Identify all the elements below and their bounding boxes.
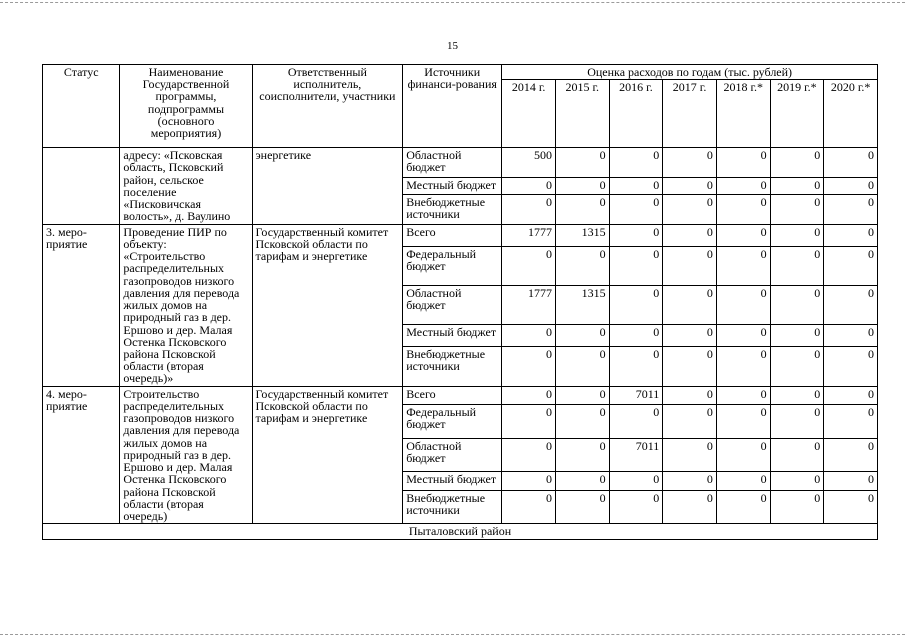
value-cell: 0	[555, 405, 609, 438]
value-cell: 0	[770, 325, 824, 347]
header-costs: Оценка расходов по годам (тыс. рублей)	[502, 65, 878, 80]
value-cell: 0	[770, 224, 824, 246]
value-cell: 0	[824, 438, 878, 471]
value-cell: 0	[770, 246, 824, 285]
value-cell: 0	[555, 347, 609, 386]
executor-cell: Государственный комитет Псковской области по тарифам и энергетике	[252, 224, 403, 386]
header-year: 2017 г.	[663, 80, 717, 148]
value-cell: 7011	[609, 438, 663, 471]
value-cell: 0	[609, 148, 663, 178]
value-cell: 7011	[609, 386, 663, 405]
value-cell: 0	[609, 194, 663, 224]
header-year: 2020 г.*	[824, 80, 878, 148]
funding-source-cell: Всего	[403, 386, 502, 405]
value-cell: 0	[609, 285, 663, 324]
header-year: 2016 г.	[609, 80, 663, 148]
header-status: Статус	[43, 65, 120, 148]
value-cell: 500	[502, 148, 556, 178]
value-cell: 0	[824, 148, 878, 178]
budget-table	[42, 64, 878, 540]
value-cell: 0	[716, 438, 770, 471]
value-cell: 0	[716, 178, 770, 195]
value-cell: 0	[716, 224, 770, 246]
value-cell: 0	[502, 405, 556, 438]
header-executor: Ответственный исполнитель, соисполнители, участники	[252, 65, 403, 148]
funding-source-cell: Областной бюджет	[403, 148, 502, 178]
program-name-cell: адресу: «Псковская область, Псковский район, сельское поселение «Писковичская волость», д. Ваулино	[120, 148, 252, 224]
section-title: Пыталовский район	[43, 524, 878, 539]
funding-source-cell: Местный бюджет	[403, 178, 502, 195]
value-cell: 0	[770, 178, 824, 195]
value-cell: 0	[555, 325, 609, 347]
value-cell: 0	[824, 347, 878, 386]
table-row	[43, 148, 878, 178]
value-cell: 0	[716, 405, 770, 438]
header-funding: Источники финанси-рования	[403, 65, 502, 148]
value-cell: 0	[824, 224, 878, 246]
program-name-cell: Проведение ПИР по объекту: «Строительство распределительных газопроводов низкого давления для перевода жилых домов на природный газ в дер. Ершово и дер. Малая Остенка Псковского района Псковской области (вторая очередь)»	[120, 224, 252, 386]
value-cell: 0	[502, 325, 556, 347]
header-year: 2015 г.	[555, 80, 609, 148]
header-program: Наименование Государственной программы, подпрограммы (основного мероприятия)	[120, 65, 252, 148]
value-cell: 0	[555, 148, 609, 178]
value-cell: 0	[555, 438, 609, 471]
value-cell: 0	[824, 285, 878, 324]
value-cell: 0	[770, 285, 824, 324]
value-cell: 0	[770, 405, 824, 438]
value-cell: 0	[663, 224, 717, 246]
value-cell: 0	[824, 246, 878, 285]
value-cell: 0	[770, 438, 824, 471]
value-cell: 0	[609, 490, 663, 524]
value-cell: 0	[716, 246, 770, 285]
value-cell: 0	[824, 178, 878, 195]
value-cell: 0	[663, 405, 717, 438]
value-cell: 0	[663, 325, 717, 347]
value-cell: 0	[663, 148, 717, 178]
scan-top-edge	[0, 2, 905, 4]
value-cell: 0	[609, 472, 663, 491]
funding-source-cell: Местный бюджет	[403, 472, 502, 491]
executor-cell: энергетике	[252, 148, 403, 224]
value-cell: 0	[502, 194, 556, 224]
value-cell: 0	[609, 325, 663, 347]
value-cell: 0	[502, 386, 556, 405]
value-cell: 0	[555, 386, 609, 405]
value-cell: 0	[663, 347, 717, 386]
value-cell: 0	[824, 325, 878, 347]
value-cell: 0	[716, 472, 770, 491]
value-cell: 0	[663, 194, 717, 224]
value-cell: 0	[716, 386, 770, 405]
value-cell: 0	[502, 347, 556, 386]
value-cell: 1777	[502, 224, 556, 246]
value-cell: 1777	[502, 285, 556, 324]
value-cell: 0	[824, 194, 878, 224]
table-body	[43, 148, 878, 524]
funding-source-cell: Областной бюджет	[403, 285, 502, 324]
value-cell: 0	[663, 490, 717, 524]
value-cell: 0	[663, 285, 717, 324]
value-cell: 0	[609, 347, 663, 386]
value-cell: 1315	[555, 285, 609, 324]
value-cell: 0	[555, 178, 609, 195]
header-year: 2014 г.	[502, 80, 556, 148]
value-cell: 0	[609, 405, 663, 438]
value-cell: 0	[716, 194, 770, 224]
value-cell: 0	[770, 148, 824, 178]
value-cell: 1315	[555, 224, 609, 246]
value-cell: 0	[770, 472, 824, 491]
value-cell: 0	[502, 178, 556, 195]
status-cell: 4. меро-приятие	[43, 386, 120, 524]
value-cell: 0	[824, 386, 878, 405]
header-year: 2019 г.*	[770, 80, 824, 148]
value-cell: 0	[716, 490, 770, 524]
funding-source-cell: Внебюджетные источники	[403, 347, 502, 386]
funding-source-cell: Внебюджетные источники	[403, 194, 502, 224]
value-cell: 0	[502, 490, 556, 524]
value-cell: 0	[502, 246, 556, 285]
value-cell: 0	[555, 472, 609, 491]
value-cell: 0	[555, 194, 609, 224]
value-cell: 0	[770, 490, 824, 524]
value-cell: 0	[555, 490, 609, 524]
value-cell: 0	[716, 347, 770, 386]
value-cell: 0	[716, 325, 770, 347]
value-cell: 0	[663, 386, 717, 405]
page-number: 15	[447, 40, 458, 52]
funding-source-cell: Федеральный бюджет	[403, 405, 502, 438]
value-cell: 0	[663, 246, 717, 285]
table-row	[43, 386, 878, 405]
executor-cell: Государственный комитет Псковской области по тарифам и энергетике	[252, 386, 403, 524]
value-cell: 0	[770, 386, 824, 405]
value-cell: 0	[716, 148, 770, 178]
value-cell: 0	[609, 224, 663, 246]
table-row	[43, 224, 878, 246]
value-cell: 0	[716, 285, 770, 324]
value-cell: 0	[663, 178, 717, 195]
status-cell: 3. меро-приятие	[43, 224, 120, 386]
funding-source-cell: Местный бюджет	[403, 325, 502, 347]
value-cell: 0	[770, 347, 824, 386]
value-cell: 0	[770, 194, 824, 224]
header-year: 2018 г.*	[716, 80, 770, 148]
value-cell: 0	[824, 490, 878, 524]
value-cell: 0	[663, 472, 717, 491]
value-cell: 0	[555, 246, 609, 285]
program-name-cell: Строительство распределительных газопроводов низкого давления для перевода жилых домов на природный газ в дер. Ершово и дер. Малая Остенка Псковского района Псковской области (вторая очередь)	[120, 386, 252, 524]
funding-source-cell: Внебюджетные источники	[403, 490, 502, 524]
value-cell: 0	[824, 405, 878, 438]
funding-source-cell: Всего	[403, 224, 502, 246]
scan-bottom-edge	[0, 634, 905, 636]
value-cell: 0	[824, 472, 878, 491]
status-cell	[43, 148, 120, 224]
value-cell: 0	[609, 246, 663, 285]
funding-source-cell: Федеральный бюджет	[403, 246, 502, 285]
value-cell: 0	[502, 438, 556, 471]
table-header	[43, 65, 878, 148]
value-cell: 0	[609, 178, 663, 195]
value-cell: 0	[502, 472, 556, 491]
funding-source-cell: Областной бюджет	[403, 438, 502, 471]
value-cell: 0	[663, 438, 717, 471]
